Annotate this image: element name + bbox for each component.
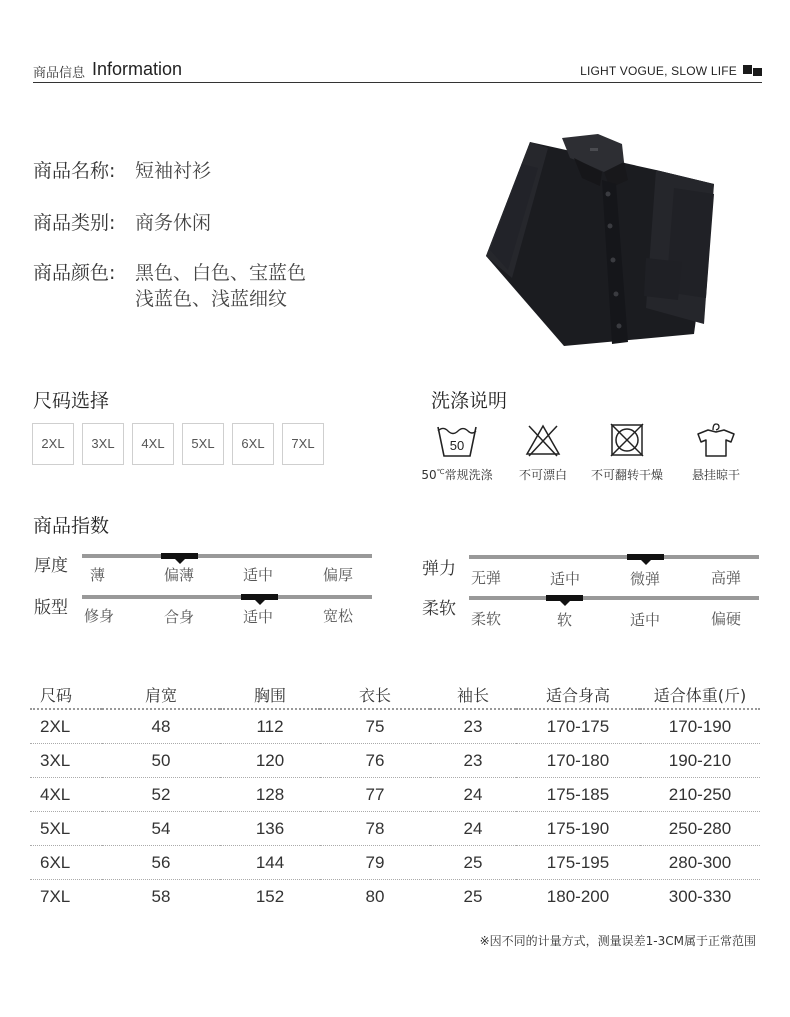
index-softness-track <box>469 596 759 600</box>
size-section-title: 尺码选择 <box>33 390 110 412</box>
no-bleach-icon <box>523 420 563 460</box>
table-cell: 7XL <box>30 880 102 914</box>
measurement-note: ※因不同的计量方式，测量误差1-3CM属于正常范围 <box>479 934 756 948</box>
table-cell: 80 <box>320 880 430 914</box>
index-fit-label: 版型 <box>34 598 68 618</box>
col-header-size: 尺码 <box>40 685 73 705</box>
table-cell: 112 <box>220 709 320 744</box>
info-name-value: 短袖衬衫 <box>135 160 212 182</box>
info-color-value-1: 黑色、白色、宝蓝色 <box>135 262 307 284</box>
table-cell: 175-190 <box>516 812 640 846</box>
table-cell: 48 <box>102 709 220 744</box>
index-thickness-option: 偏厚 <box>323 566 354 584</box>
wash-label-no-tumble: 不可翻转干燥 <box>590 468 663 482</box>
index-elasticity-option: 无弹 <box>471 569 502 587</box>
wash-temp: 50 <box>449 438 465 453</box>
index-thickness-option: 薄 <box>90 566 106 584</box>
wash-item-no-tumble <box>585 420 669 483</box>
table-cell: 152 <box>220 880 320 914</box>
table-cell: 170-180 <box>516 744 640 778</box>
table-cell: 170-175 <box>516 709 640 744</box>
wash-section-title: 洗涤说明 <box>431 390 508 412</box>
index-fit-option: 适中 <box>243 608 274 626</box>
info-category-label: 商品类别: <box>33 212 116 234</box>
size-option-3xl[interactable]: 3XL <box>82 423 124 465</box>
table-cell: 79 <box>320 846 430 880</box>
wash-item-no-bleach <box>501 420 585 483</box>
table-cell: 300-330 <box>640 880 760 914</box>
table-cell: 77 <box>320 778 430 812</box>
table-cell: 56 <box>102 846 220 880</box>
table-cell: 24 <box>430 812 516 846</box>
hang-dry-icon <box>694 420 738 460</box>
shirt-image <box>478 128 718 350</box>
table-cell: 210-250 <box>640 778 760 812</box>
index-softness-option: 适中 <box>630 611 661 629</box>
info-color-label: 商品颜色: <box>33 262 116 284</box>
info-color-value-2: 浅蓝色、浅蓝细纹 <box>135 288 288 310</box>
index-softness-option: 偏硬 <box>711 610 742 628</box>
info-category-row <box>33 210 211 236</box>
index-elasticity-track <box>469 555 759 559</box>
index-elasticity-option: 微弹 <box>630 570 661 588</box>
table-cell: 136 <box>220 812 320 846</box>
wash-label-normal: 常规洗涤 <box>444 468 493 482</box>
table-cell: 120 <box>220 744 320 778</box>
col-header-length: 衣长 <box>358 685 391 705</box>
index-softness-option: 软 <box>557 611 573 629</box>
wash-temp-unit: ℃ <box>436 468 445 476</box>
table-cell: 52 <box>102 778 220 812</box>
table-cell: 23 <box>430 709 516 744</box>
table-cell: 54 <box>102 812 220 846</box>
index-fit-option: 宽松 <box>323 607 354 625</box>
no-tumble-dry-icon <box>607 420 647 460</box>
table-cell: 2XL <box>30 709 102 744</box>
table-cell: 250-280 <box>640 812 760 846</box>
index-section-title: 商品指数 <box>33 515 110 537</box>
index-thickness-option: 适中 <box>243 566 274 584</box>
wash-label-hang-dry: 悬挂晾干 <box>691 468 740 482</box>
table-cell: 25 <box>430 846 516 880</box>
col-header-shoulder: 肩宽 <box>144 685 177 705</box>
table-cell: 6XL <box>30 846 102 880</box>
brand-mark-icon <box>743 65 762 76</box>
table-row <box>30 778 760 812</box>
info-color-row <box>33 260 306 312</box>
table-cell: 5XL <box>30 812 102 846</box>
index-softness-pointer-icon <box>560 601 570 606</box>
index-elasticity-option: 适中 <box>550 570 581 588</box>
index-thickness-option: 偏薄 <box>164 566 195 584</box>
info-name-label: 商品名称: <box>33 160 116 182</box>
section-title-en: Information <box>92 59 183 79</box>
table-cell: 180-200 <box>516 880 640 914</box>
index-softness-option: 柔软 <box>471 610 502 628</box>
table-cell: 24 <box>430 778 516 812</box>
table-cell: 78 <box>320 812 430 846</box>
size-option-4xl[interactable]: 4XL <box>132 423 174 465</box>
size-chart-table <box>30 680 760 913</box>
table-cell: 190-210 <box>640 744 760 778</box>
table-cell: 175-195 <box>516 846 640 880</box>
table-row <box>30 880 760 914</box>
index-fit-option: 合身 <box>164 608 195 626</box>
index-elasticity-label: 弹力 <box>422 559 456 579</box>
size-option-5xl[interactable]: 5XL <box>182 423 224 465</box>
table-row <box>30 744 760 778</box>
wash-temp-label: 50 <box>421 468 437 482</box>
info-category-value: 商务休闲 <box>135 212 212 234</box>
size-option-2xl[interactable]: 2XL <box>32 423 74 465</box>
table-header-row <box>30 680 760 709</box>
wash-label-no-bleach: 不可漂白 <box>518 468 567 482</box>
wash-50-icon <box>435 420 479 460</box>
table-cell: 50 <box>102 744 220 778</box>
index-softness-label: 柔软 <box>422 599 456 619</box>
table-cell: 25 <box>430 880 516 914</box>
header-divider <box>33 82 762 83</box>
index-thickness-track <box>82 554 372 558</box>
table-cell: 128 <box>220 778 320 812</box>
index-fit-pointer-icon <box>255 600 265 605</box>
wash-item-normal <box>415 420 499 483</box>
table-cell: 170-190 <box>640 709 760 744</box>
table-row <box>30 846 760 880</box>
index-elasticity-pointer-icon <box>641 560 651 565</box>
info-name-row <box>33 158 211 184</box>
size-option-7xl[interactable]: 7XL <box>282 423 324 465</box>
col-header-sleeve: 袖长 <box>456 685 489 705</box>
index-fit-track <box>82 595 372 599</box>
section-title-cn: 商品信息 <box>33 66 86 81</box>
table-cell: 175-185 <box>516 778 640 812</box>
table-row <box>30 709 760 744</box>
col-header-weight: 适合体重(斤) <box>653 685 747 705</box>
col-header-height: 适合身高 <box>545 685 610 705</box>
table-cell: 23 <box>430 744 516 778</box>
index-fit-option: 修身 <box>84 607 115 625</box>
brand-slogan: LIGHT VOGUE, SLOW LIFE <box>580 64 737 78</box>
table-cell: 58 <box>102 880 220 914</box>
table-cell: 4XL <box>30 778 102 812</box>
index-thickness-label: 厚度 <box>34 556 68 576</box>
index-elasticity-option: 高弹 <box>711 569 742 587</box>
table-cell: 280-300 <box>640 846 760 880</box>
table-row <box>30 812 760 846</box>
table-cell: 76 <box>320 744 430 778</box>
table-cell: 3XL <box>30 744 102 778</box>
table-cell: 144 <box>220 846 320 880</box>
size-option-6xl[interactable]: 6XL <box>232 423 274 465</box>
wash-item-hang-dry <box>674 420 758 483</box>
col-header-chest: 胸围 <box>253 685 286 705</box>
table-cell: 75 <box>320 709 430 744</box>
